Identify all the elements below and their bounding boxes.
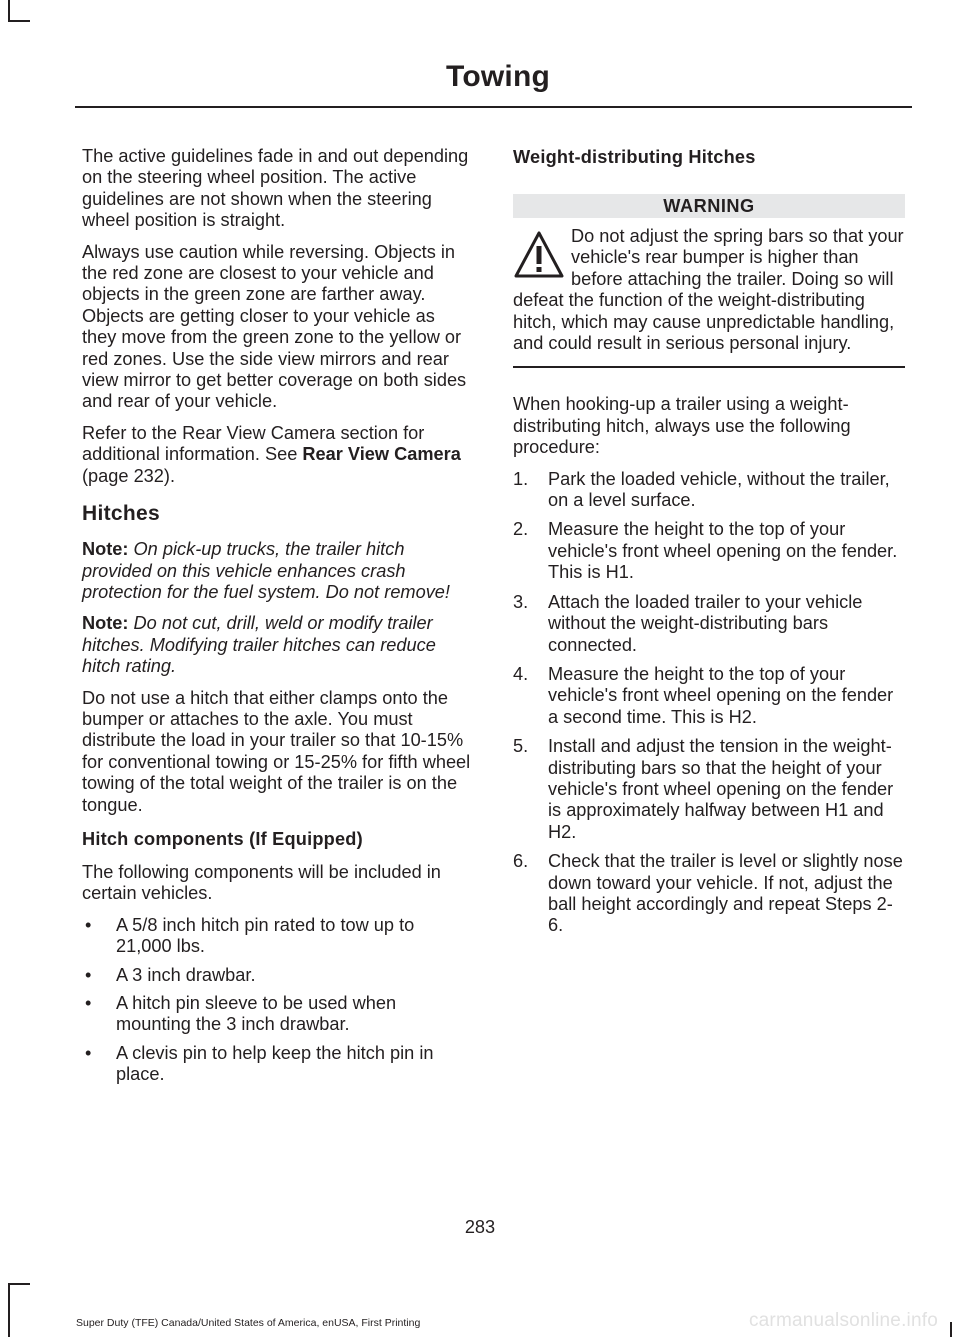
rear-view-camera-link[interactable]: Rear View Camera (302, 444, 461, 465)
paragraph-clamp-hitch: Do not use a hitch that either clamps onto the bumper or attaches to the axle. You must distribute the load in your trailer so that 10-15% for conventional towing or 15-25% for fifth wheel towing of the total weight of the trailer is on the tongue. (82, 687, 471, 815)
list-item-text: A clevis pin to help keep the hitch pin in place. (116, 1042, 434, 1085)
list-item-text: A hitch pin sleeve to be used when mounting the 3 inch drawbar. (116, 993, 397, 1035)
step-text: Measure the height to the top of your vehicle's front wheel opening on the fender a second time. This is H2. (548, 663, 894, 727)
warning-body (513, 226, 905, 354)
warning-triangle-icon (513, 230, 565, 280)
step-text: Attach the loaded trailer to your vehicle without the weight-distributing bars connected. (548, 591, 863, 655)
refer-text: Refer to the Rear View Camera section for additional information. See (82, 422, 425, 465)
note-label: Note: (82, 539, 129, 560)
step-item (513, 592, 905, 656)
crop-mark-bottom-left-h (8, 1283, 30, 1285)
list-item (82, 993, 474, 1036)
weight-distributing-heading: Weight-distributing Hitches (513, 147, 756, 167)
paragraph-components-intro: The following components will be included in certain vehicles. (82, 861, 441, 904)
bullet-mark: • (85, 993, 92, 1013)
step-text: Install and adjust the tension in the weight-distributing bars so that the height of your vehicle's front wheel opening on the fender is approximately halfway between H1 and H2. (548, 736, 894, 842)
step-number: 3. (513, 591, 529, 612)
step-text: Check that the trailer is level or slightly nose down toward your vehicle. If not, adjust the ball height accordingly and repeat Steps 2-6. (548, 851, 903, 936)
warning-text: Do not adjust the spring bars so that your vehicle's rear bumper is higher than before attaching the trailer. Doing so will defeat the function of the weight-distributing hitch, which may cause unpredictable handling, and could result in serious personal injury. (513, 226, 904, 354)
step-number: 5. (513, 736, 529, 757)
list-item-text: A 5/8 inch hitch pin rated to tow up to 21,000 lbs. (116, 914, 415, 957)
step-number: 2. (513, 519, 529, 540)
warning-rule (513, 366, 905, 368)
step-item (513, 519, 905, 583)
right-column (513, 146, 905, 945)
note-text: Do not cut, drill, weld or modify trailer hitches. Modifying trailer hitches can reduce hitch rating. (82, 613, 436, 677)
footer-edition-text: Super Duty (TFE) Canada/United States of America, enUSA, First Printing (76, 1317, 421, 1329)
step-text: Park the loaded vehicle, without the trailer, on a level surface. (548, 468, 890, 511)
hitches-heading: Hitches (82, 502, 160, 526)
step-item (513, 469, 905, 512)
step-item (513, 664, 905, 728)
warning-banner: WARNING (513, 194, 905, 218)
bullet-mark: • (85, 1042, 92, 1063)
note-text: On pick-up trucks, the trailer hitch provided on this vehicle enhances crash protection for the fuel system. Do not remove! (82, 539, 450, 602)
page-header-title: Towing (446, 60, 550, 93)
crop-mark-top-left-v (8, 0, 10, 22)
header-rule (75, 106, 912, 108)
refer-page: (page 232). (82, 465, 176, 486)
bullet-mark: • (85, 914, 92, 935)
left-column (82, 146, 474, 1093)
list-item (82, 965, 474, 986)
list-item (82, 915, 474, 958)
step-item (513, 736, 905, 843)
page-number: 283 (464, 1217, 496, 1237)
note-crash-protection (82, 539, 474, 603)
procedure-steps (513, 469, 905, 937)
note-do-not-modify (82, 613, 474, 677)
paragraph-refer (82, 423, 474, 487)
note-label: Note: (82, 613, 129, 634)
step-number: 1. (513, 468, 529, 489)
list-item (82, 1043, 474, 1086)
hitch-components-heading: Hitch components (If Equipped) (82, 828, 363, 849)
crop-mark-bottom-left-v (8, 1283, 10, 1337)
step-item (513, 851, 905, 937)
paragraph-active-guidelines: The active guidelines fade in and out depending on the steering wheel position. The active guidelines are not shown when the steering wheel position is straight. (82, 146, 469, 231)
paragraph-procedure-intro: When hooking-up a trailer using a weight-distributing hitch, always use the following procedure: (513, 394, 851, 458)
list-item-text: A 3 inch drawbar. (116, 964, 256, 985)
paragraph-caution: Always use caution while reversing. Objects in the red zone are closest to your vehicle and objects in the green zone are farther away. Objects are getting closer to your vehicle as they move from the green zone to the yellow or red zones. Use the side view mirrors and rear view mirror to get better coverage on both sides and rear of your vehicle. (82, 241, 467, 412)
bullet-mark: • (85, 964, 92, 985)
crop-mark-top-left-h (8, 20, 30, 22)
step-number: 4. (513, 663, 529, 684)
crop-mark-bottom-right-v (950, 1322, 952, 1337)
components-list (82, 915, 474, 1086)
step-number: 6. (513, 851, 529, 872)
watermark: carmanualsonline.info (748, 1310, 938, 1331)
step-text: Measure the height to the top of your vehicle's front wheel opening on the fender. This is H1. (548, 519, 898, 583)
